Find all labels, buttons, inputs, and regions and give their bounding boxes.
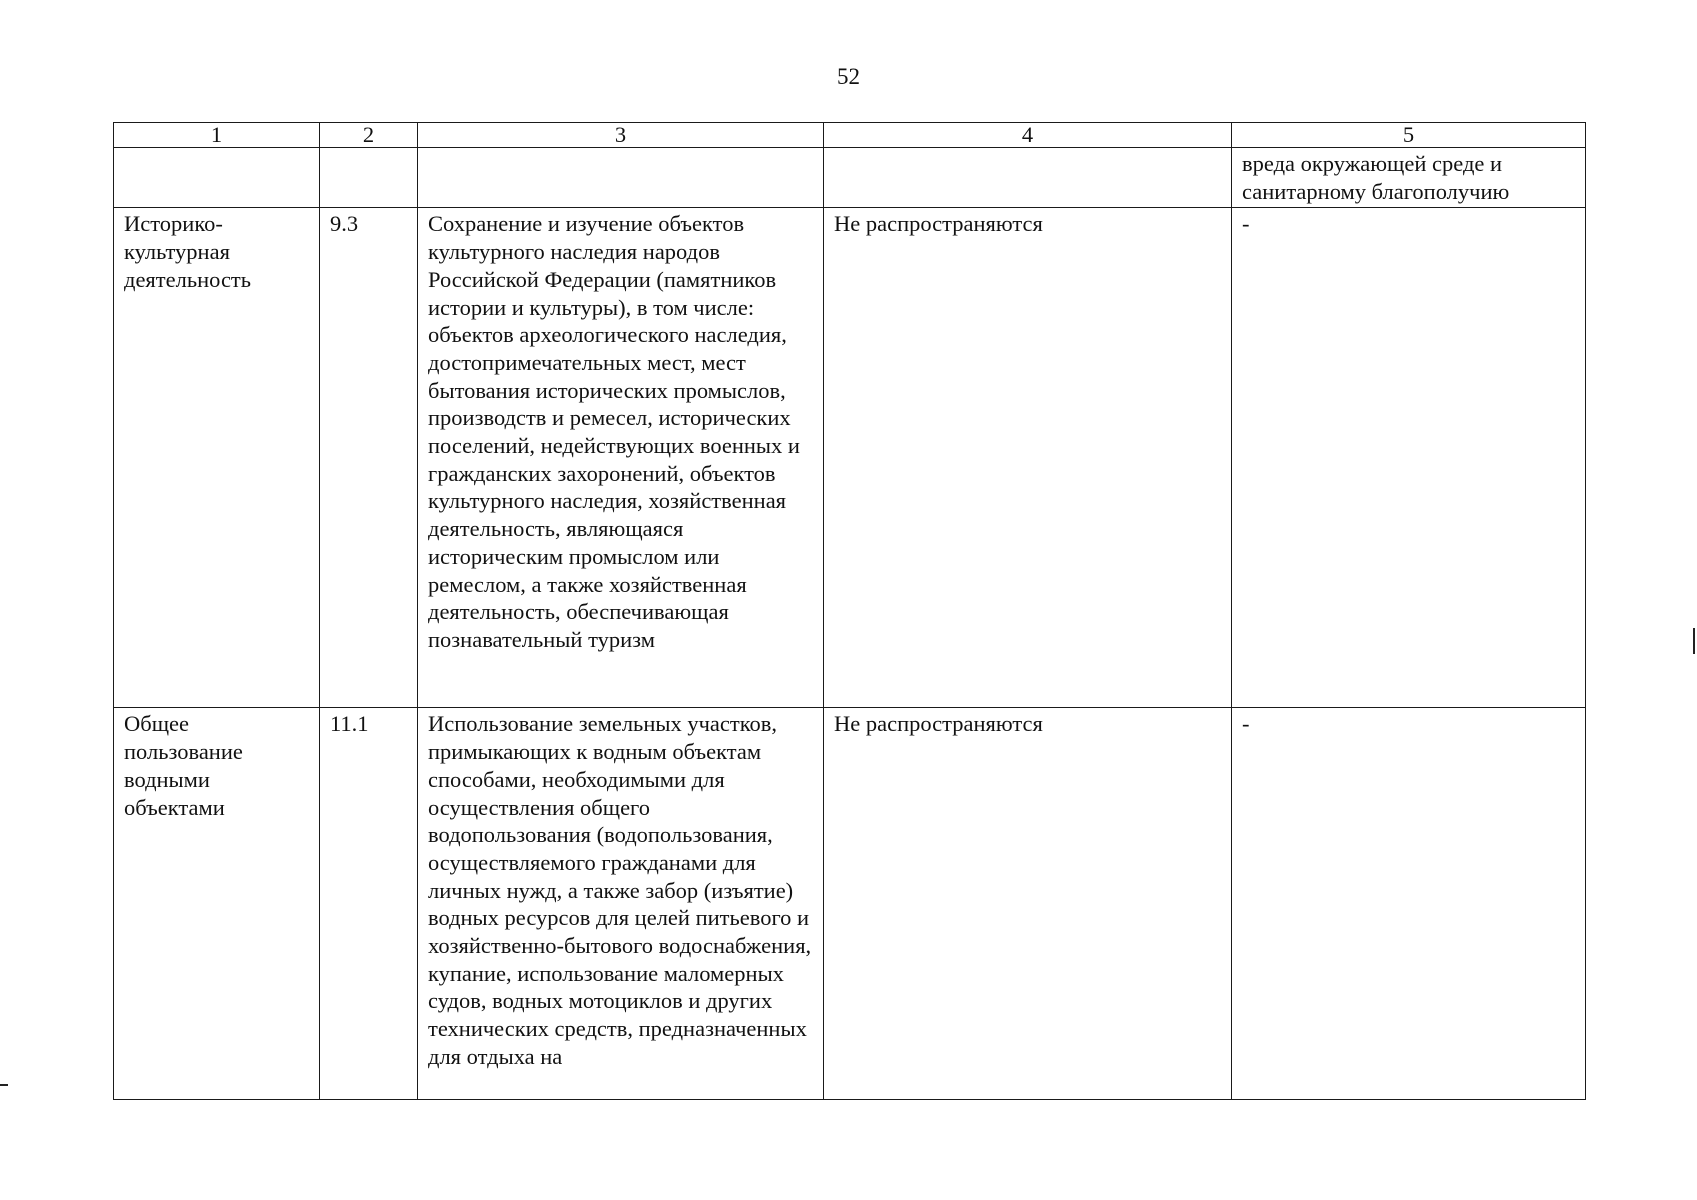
activity-col4-cell: Не распространяются — [824, 708, 1232, 1100]
regulations-table — [113, 122, 1586, 1100]
left-margin-mark — [0, 1084, 8, 1086]
continuation-cell-5: вреда окружающей среде и санитарному благополучию — [1232, 148, 1586, 208]
activity-col4-cell: Не распространяются — [824, 208, 1232, 708]
column-numbers-row — [114, 123, 1586, 148]
page-number: 52 — [837, 64, 860, 89]
column-number-1: 1 — [114, 123, 320, 148]
activity-description-cell: Использование земельных участков, примыкающих к водным объектам способами, необходимыми для осуществления общего водопользования (водопользования, осуществляемого гражданами для личных нужд, а также забор (изъятие) водных ресурсов для целей питьевого и хозяйственно-бытового водоснабжения, купание, использование маломерных судов, водных мотоциклов и других технических средств, предназначенных для отдыха на — [418, 708, 824, 1100]
activity-description-cell: Сохранение и изучение объектов культурного наследия народов Российской Федерации (памятников истории и культуры), в том числе: объектов археологического наследия, достопримечательных мест, мест бытования исторических промыслов, производств и ремесел, исторических поселений, недействующих военных и гражданских захоронений, объектов культурного наследия, хозяйственная деятельность, являющаяся историческим промыслом или ремеслом, а также хозяйственная деятельность, обеспечивающая познавательный туризм — [418, 208, 824, 708]
continuation-cell-3 — [418, 148, 824, 208]
activity-code-cell: 9.3 — [320, 208, 418, 708]
activity-code-cell: 11.1 — [320, 708, 418, 1100]
activity-col5-cell: - — [1232, 708, 1586, 1100]
continuation-cell-1 — [114, 148, 320, 208]
activity-col5-cell: - — [1232, 208, 1586, 708]
table-row — [114, 708, 1586, 1100]
activity-name-cell: Общее пользование водными объектами — [114, 708, 320, 1100]
continuation-cell-4 — [824, 148, 1232, 208]
table-row — [114, 208, 1586, 708]
column-number-4: 4 — [824, 123, 1232, 148]
column-number-3: 3 — [418, 123, 824, 148]
continuation-cell-2 — [320, 148, 418, 208]
continuation-row — [114, 148, 1586, 208]
column-number-2: 2 — [320, 123, 418, 148]
activity-name-cell: Историко-культурная деятельность — [114, 208, 320, 708]
column-number-5: 5 — [1232, 123, 1586, 148]
right-margin-mark — [1693, 628, 1695, 654]
